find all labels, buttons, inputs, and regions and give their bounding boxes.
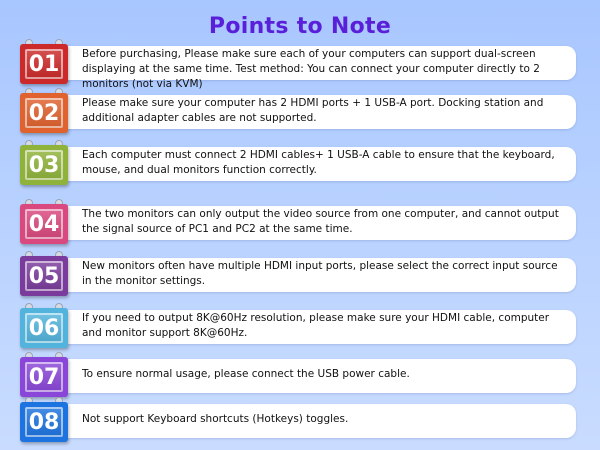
note-item-04 <box>0 202 600 242</box>
note-item-03 <box>0 143 600 183</box>
number-badge <box>16 202 72 246</box>
number-badge <box>16 143 72 187</box>
badge-number: 02 <box>28 100 60 126</box>
note-text: Each computer must connect 2 HDMI cables+ 1 USB-A cable to ensure that the keyboard, mouse, and dual monitors function correctly. <box>82 149 555 176</box>
badge-number: 04 <box>28 211 60 237</box>
badge-number: 06 <box>28 315 60 341</box>
note-text: Not support Keyboard shortcuts (Hotkeys) toggles. <box>82 413 349 425</box>
badge-tile <box>20 145 68 185</box>
number-badge <box>16 400 72 444</box>
number-badge <box>16 355 72 399</box>
badge-tile <box>20 44 68 84</box>
badge-tile <box>20 93 68 133</box>
badge-tile <box>20 402 68 442</box>
note-item-02 <box>0 91 600 131</box>
note-text: New monitors often have multiple HDMI input ports, please select the correct input source in the monitor settings. <box>82 260 558 287</box>
number-badge <box>16 306 72 350</box>
badge-number: 05 <box>28 263 60 289</box>
note-text: If you need to output 8K@60Hz resolution, please make sure your HDMI cable, computer and monitor support 8K@60Hz. <box>82 312 550 339</box>
badge-tile <box>20 308 68 348</box>
note-item-07 <box>0 355 600 395</box>
note-text: The two monitors can only output the video source from one computer, and cannot output the signal source of PC1 and PC2 at the same time. <box>82 208 559 235</box>
badge-tile <box>20 256 68 296</box>
note-text: Please make sure your computer has 2 HDMI ports + 1 USB-A port. Docking station and additional adapter cables are not supported. <box>82 97 544 124</box>
badge-number: 01 <box>28 51 60 77</box>
note-item-08 <box>0 400 600 440</box>
note-item-06 <box>0 306 600 346</box>
badge-tile <box>20 204 68 244</box>
badge-number: 08 <box>28 409 60 435</box>
number-badge <box>16 91 72 135</box>
note-text: To ensure normal usage, please connect the USB power cable. <box>82 368 410 380</box>
number-badge <box>16 254 72 298</box>
badge-number: 07 <box>28 364 60 390</box>
note-item-01 <box>0 42 600 90</box>
number-badge <box>16 42 72 86</box>
page-title: Points to Note <box>208 14 392 39</box>
badge-tile <box>20 357 68 397</box>
note-text: Before purchasing, Please make sure each of your computers can support dual-screen displaying at the same time. Test method: You can connect your computer directly to 2 monitors (not via KVM) <box>82 48 540 90</box>
badge-number: 03 <box>28 152 60 178</box>
note-item-05 <box>0 254 600 294</box>
